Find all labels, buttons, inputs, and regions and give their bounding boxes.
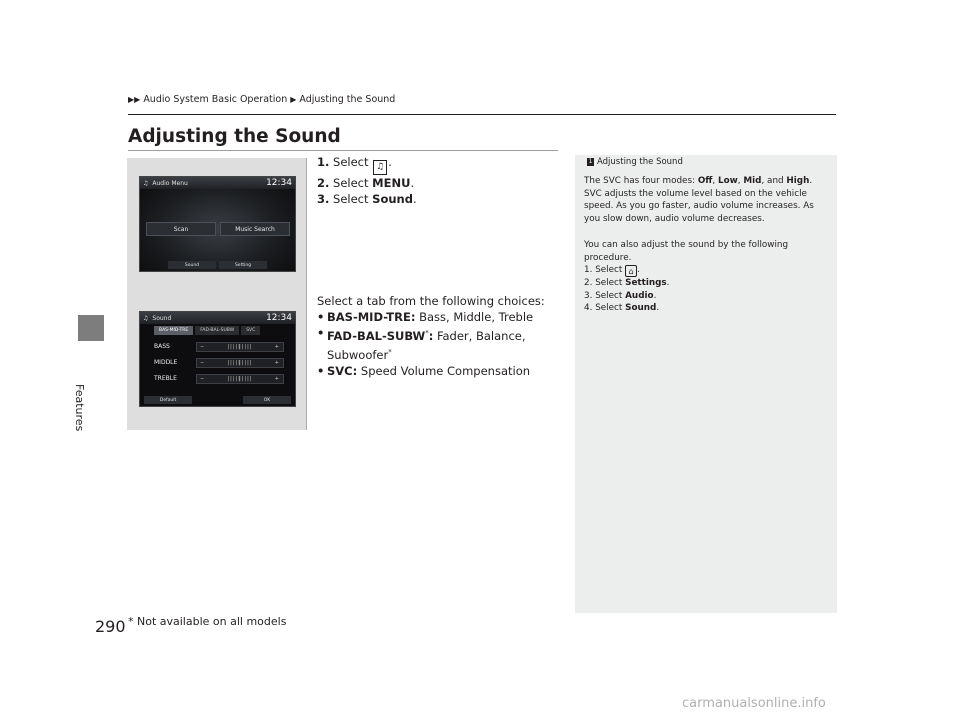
step-3: 3. Select Sound. <box>317 192 417 206</box>
note-step-text: 3. Select <box>584 290 623 301</box>
bass-row <box>154 341 286 352</box>
slider-ticks: ||||‖|||| <box>227 375 253 382</box>
treble-row <box>154 373 286 384</box>
bass-slider[interactable] <box>196 342 284 352</box>
choice-name: FAD-BAL-SUBW <box>327 328 426 343</box>
breadcrumb-arrow-icon: ▶▶ <box>128 95 141 104</box>
sound-screen <box>139 311 296 407</box>
tab-svc[interactable]: SVC <box>241 326 260 335</box>
home-icon: ⌂ <box>625 265 637 277</box>
page-number: 290 <box>95 617 126 636</box>
audio-menu-screenshot <box>127 158 307 295</box>
sound-screenshot <box>127 293 307 430</box>
bullet-icon: • <box>317 363 325 378</box>
note-step: 3. Select Audio. <box>584 290 657 301</box>
mode-low: Low <box>718 176 738 186</box>
bullet-icon: • <box>317 310 325 324</box>
music-search-button[interactable]: Music Search <box>220 222 290 236</box>
note-step-target: Sound <box>625 303 657 313</box>
choice-item <box>317 363 545 379</box>
scan-button[interactable]: Scan <box>146 222 216 236</box>
note-paragraph: The SVC has four modes: Off, Low, Mid, and High. SVC adjusts the volume level based on the vehicle speed. As you go faster, audio volume increases. As you slow down, audio volume decreases. <box>584 176 814 224</box>
choice-item <box>317 309 545 325</box>
choice-name: BAS-MID-TRE: <box>327 310 416 324</box>
minus-icon[interactable]: − <box>200 359 206 366</box>
slider-ticks: ||||‖|||| <box>227 359 253 366</box>
mode-mid: Mid <box>743 176 762 186</box>
step-target: MENU <box>372 176 411 190</box>
default-button[interactable]: Default <box>144 396 192 404</box>
mode-off: Off <box>697 176 713 186</box>
slider-ticks: ||||‖|||| <box>227 343 253 350</box>
step-2: 2. Select MENU. <box>317 176 415 190</box>
screen-title: Audio Menu <box>152 179 188 187</box>
sound-tabs <box>154 326 260 335</box>
music-note-icon: ♫ <box>143 179 149 187</box>
row-label: TREBLE <box>154 375 177 382</box>
mode-high: High <box>786 176 810 186</box>
tab-bas-mid-tre[interactable]: BAS-MID-TRE <box>154 326 193 335</box>
note-step-target: Settings <box>625 278 667 288</box>
plus-icon[interactable]: + <box>274 359 280 366</box>
bullet-icon: • <box>317 326 325 340</box>
header-rule <box>128 114 836 115</box>
step-number: 1. <box>317 155 330 169</box>
note-heading <box>587 157 683 167</box>
breadcrumb-arrow-icon: ▶ <box>290 95 297 104</box>
row-label: MIDDLE <box>154 359 178 366</box>
tab-choices <box>317 293 545 379</box>
minus-icon[interactable]: − <box>200 375 206 382</box>
note-title: Adjusting the Sound <box>597 157 683 167</box>
note-text: The SVC has four modes: <box>584 176 698 186</box>
note-step: 4. Select Sound. <box>584 303 660 313</box>
breadcrumb <box>128 94 395 105</box>
plus-icon[interactable]: + <box>274 343 280 350</box>
note-paragraph: You can also adjust the sound by the following procedure. <box>584 240 789 263</box>
note-step-text: 1. Select <box>584 265 623 275</box>
watermark: carmanualsonline.info <box>682 696 826 711</box>
section-tab-marker <box>78 315 104 341</box>
note-step: 1. Select ⌂ . <box>584 265 640 276</box>
step-1: 1. Select ♫ . <box>317 154 417 175</box>
breadcrumb-item[interactable]: Adjusting the Sound <box>299 94 396 105</box>
row-label: BASS <box>154 343 170 350</box>
title-rule <box>128 150 558 151</box>
choice-desc: Speed Volume Compensation <box>357 363 531 378</box>
choice-item <box>317 325 545 344</box>
step-target: Sound <box>372 192 413 206</box>
step-text: Select <box>333 176 369 190</box>
choice-desc: Bass, Middle, Treble <box>415 310 534 324</box>
screen-clock: 12:34 <box>266 178 292 188</box>
choice-colon: : <box>428 328 434 343</box>
audio-button-icon: ♫ <box>373 160 387 175</box>
note-text: SVC adjusts the volume level based on the vehicle speed. As you go faster, audio volume increases. As you slow down, audio volume decreases. <box>584 188 814 224</box>
section-label: Features <box>73 384 86 432</box>
note-step: 2. Select Settings. <box>584 278 670 288</box>
choice-name: SVC: <box>327 363 358 378</box>
note-step-target: Audio <box>625 290 654 301</box>
sound-button[interactable]: Sound <box>168 261 216 269</box>
middle-slider[interactable] <box>196 358 284 368</box>
screen-clock: 12:34 <box>266 313 292 323</box>
note-step-text: 2. Select <box>584 278 623 288</box>
audio-menu-screen <box>139 176 296 272</box>
note-step-text: 4. Select <box>584 303 623 313</box>
ok-button[interactable]: OK <box>243 396 291 404</box>
step-number: 3. <box>317 192 330 206</box>
tab-fad-bal-subw[interactable]: FAD-BAL-SUBW <box>195 326 239 335</box>
footnote: * Not available on all models <box>128 615 287 628</box>
asterisk-mark: * <box>388 347 392 356</box>
music-note-icon: ♫ <box>143 314 149 322</box>
choice-desc: Fader, Balance, <box>433 328 526 343</box>
plus-icon[interactable]: + <box>274 375 280 382</box>
steps-list <box>317 154 417 207</box>
asterisk-mark: * <box>425 329 429 337</box>
note-marker-icon: 1 <box>588 158 593 165</box>
step-text: Select <box>333 192 369 206</box>
screen-title: Sound <box>152 314 172 322</box>
middle-row <box>154 357 286 368</box>
choice-desc: Subwoofer <box>327 347 389 362</box>
note-body <box>584 175 829 315</box>
breadcrumb-item[interactable]: Audio System Basic Operation <box>143 94 288 105</box>
step-text: Select <box>333 155 369 169</box>
page-title: Adjusting the Sound <box>128 126 341 147</box>
minus-icon[interactable]: − <box>200 343 206 350</box>
choice-continuation <box>317 344 545 363</box>
setting-button[interactable]: Setting <box>219 261 267 269</box>
choices-intro: Select a tab from the following choices: <box>317 294 545 308</box>
treble-slider[interactable] <box>196 374 284 384</box>
step-number: 2. <box>317 176 330 190</box>
